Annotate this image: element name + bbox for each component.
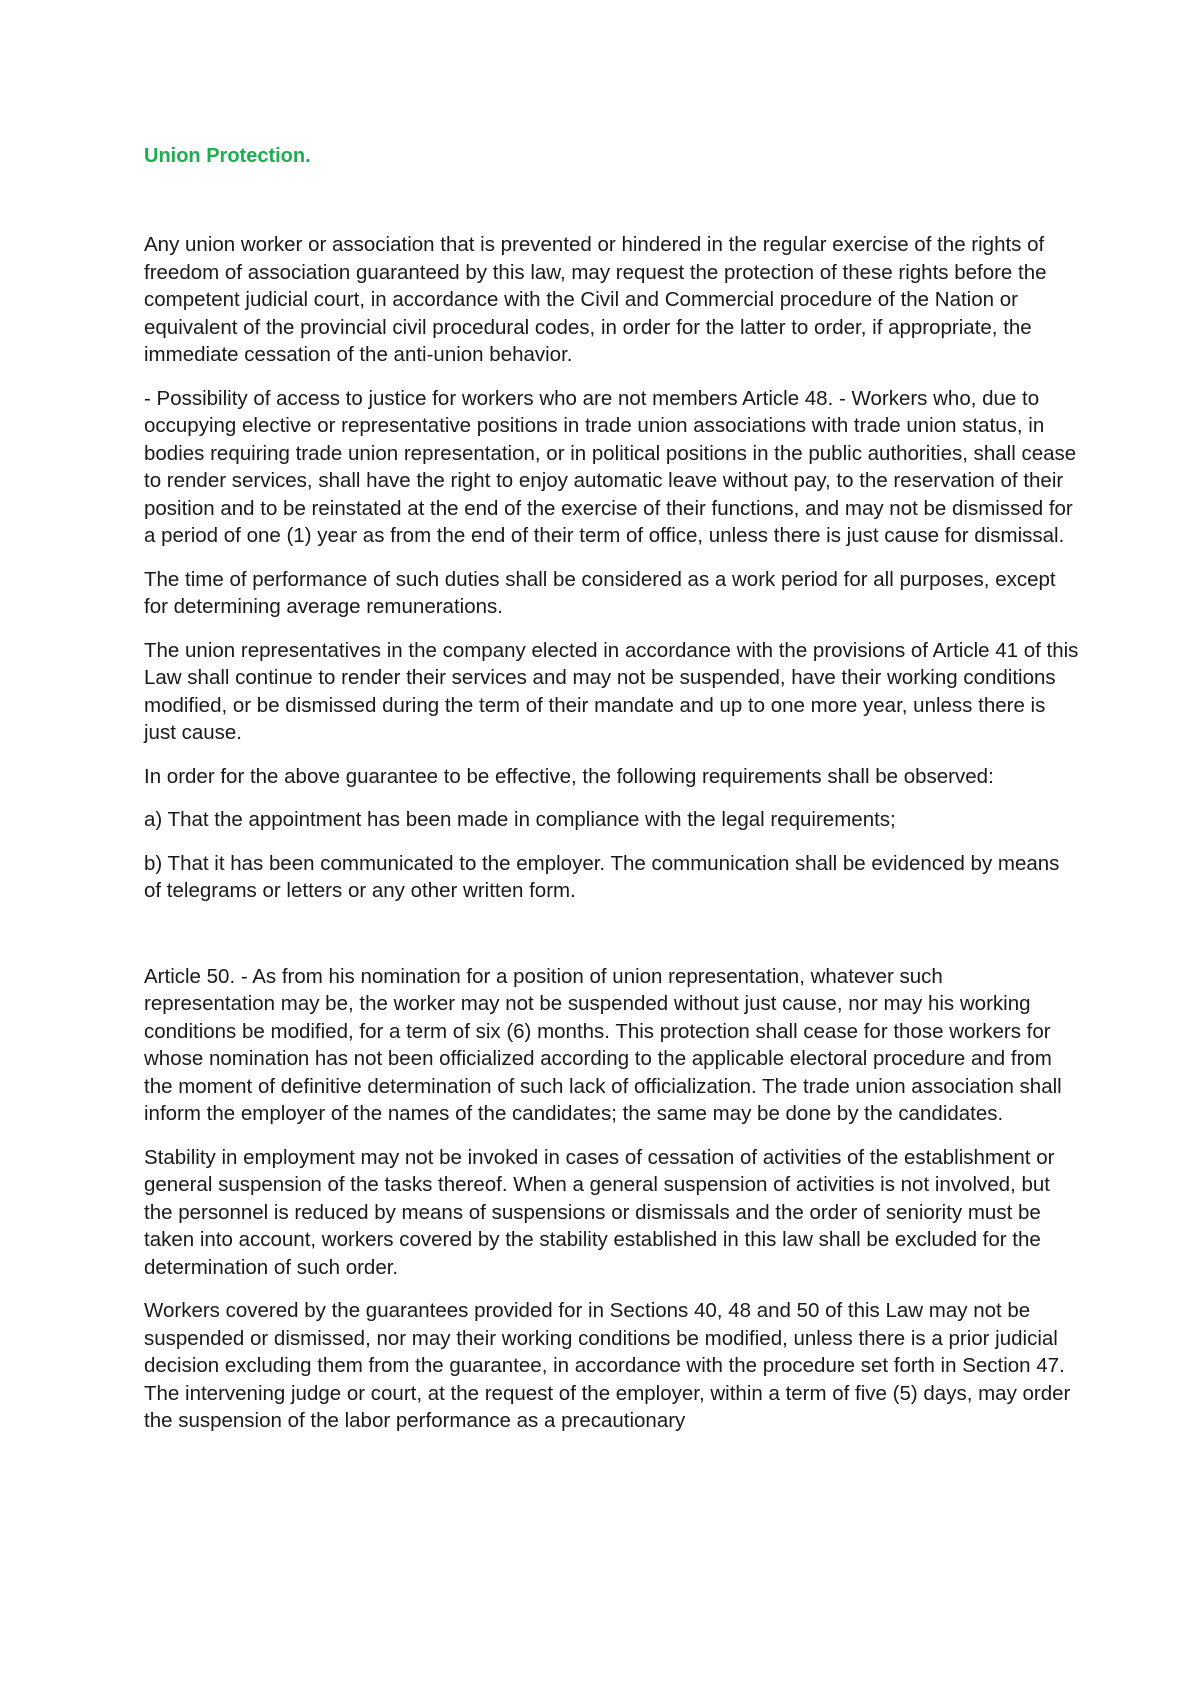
paragraph-time-of-performance: The time of performance of such duties shall be considered as a work period for all purposes, except for determining average remunerations. [144, 567, 1056, 618]
document-body [144, 231, 1079, 1451]
paragraph-union-representatives: The union representatives in the company elected in accordance with the provisions of Article 41 of this Law shall continue to render their services and may not be suspended, have their working conditions modified, or be dismissed during the term of their mandate and up to one more year, unless there is just cause. [144, 638, 1079, 744]
paragraph-requirement-b: b) That it has been communicated to the employer. The communication shall be evidenced by means of telegrams or letters or any other written form. [144, 851, 1060, 902]
paragraph-article-48: - Possibility of access to justice for workers who are not members Article 48. - Workers who, due to occupying elective or representative positions in trade union associations with trade union status, in bodies requiring trade union representation, or in political positions in the public authorities, shall cease to render services, shall have the right to enjoy automatic leave without pay, to the reservation of their position and to be reinstated at the end of the exercise of their functions, and may not be dismissed for a period of one (1) year as from the end of their term of office, unless there is just cause for dismissal. [144, 386, 1077, 547]
paragraph-stability-employment: Stability in employment may not be invoked in cases of cessation of activities of the establishment or general suspension of the tasks thereof. When a general suspension of activities is not involved, but the personnel is reduced by means of suspensions or dismissals and the order of seniority must be taken into account, workers covered by the stability established in this law shall be excluded for the determination of such order. [144, 1145, 1055, 1279]
paragraph-workers-covered: Workers covered by the guarantees provided for in Sections 40, 48 and 50 of this Law may not be suspended or dismissed, nor may their working conditions be modified, unless there is a prior judicial decision excluding them from the guarantee, in accordance with the procedure set forth in Section 47. The intervening judge or court, at the request of the employer, within a term of five (5) days, may order the suspension of the labor performance as a precautionary [144, 1299, 1071, 1432]
paragraph-requirement-a: a) That the appointment has been made in compliance with the legal requirements; [144, 808, 896, 831]
paragraph-guarantee-requirements: In order for the above guarantee to be effective, the following requirements shall be observed: [144, 764, 994, 788]
document-title: Union Protection. [144, 145, 311, 167]
section-spacer [144, 921, 1079, 963]
paragraph-article-50: Article 50. - As from his nomination for a position of union representation, whatever such representation may be, the worker may not be suspended without just cause, nor may his working conditions be modified, for a term of six (6) months. This protection shall cease for those workers for whose nomination has not been officialized according to the applicable electoral procedure and from the moment of definitive determination of such lack of officialization. The trade union association shall inform the employer of the names of the candidates; the same may be done by the candidates. [144, 964, 1062, 1125]
paragraph-union-protection: Any union worker or association that is prevented or hindered in the regular exercise of the rights of freedom of association guaranteed by this law, may request the protection of these rights before the competent judicial court, in accordance with the Civil and Commercial procedure of the Nation or equivalent of the provincial civil procedural codes, in order for the latter to order, if appropriate, the immediate cessation of the anti-union behavior. [144, 233, 1047, 366]
